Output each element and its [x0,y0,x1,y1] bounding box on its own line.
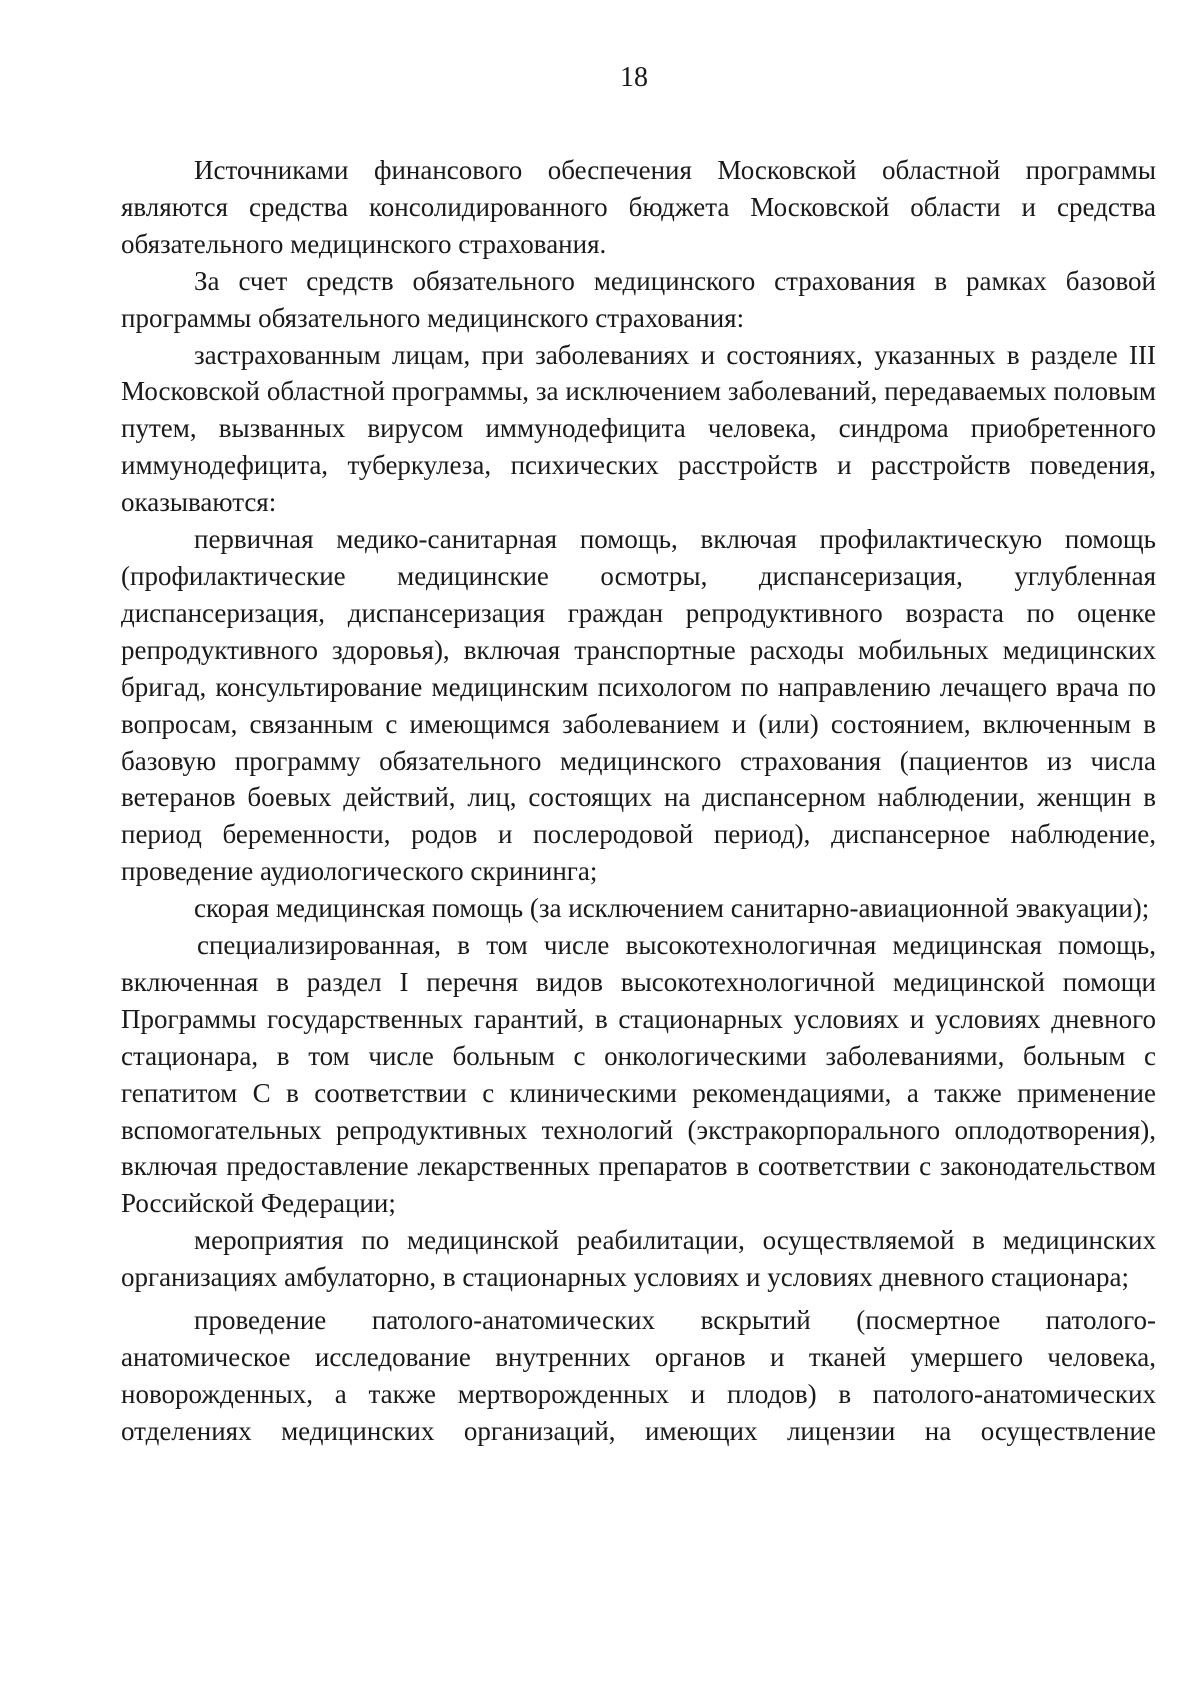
paragraph-funding-sources: Источниками финансового обеспечения Московской областной программы являются средства консолидированного бюджета Московской области и средства обязательного медицинского страхования. [121,155,1156,259]
paragraph-rehabilitation: мероприятия по медицинской реабилитации, осуществляемой в медицинских организациях амбулаторно, в стационарных условиях и условиях дневного стационара; [121,1225,1156,1293]
paragraph-insured-persons: застрахованным лицам, при заболеваниях и состояниях, указанных в разделе III Московской областной программы, за исключением заболеваний, передаваемых половым путем, вызванных вирусом иммунодефицита человека, синдрома приобретенного иммунодефицита, туберкулеза, психических расстройств и расстройств поведения, оказываются: [121,339,1156,518]
paragraph-autopsies: проведение патолого-анатомических вскрытий (посмертное патолого-анатомическое исследование внутренних органов и тканей умершего человека, новорожденных, а также мертворожденных и плодов) в патолого-анатомических отделениях медицинских организаций, имеющих лицензии на осуществление [121,1305,1156,1446]
page-number: 18 [620,62,648,93]
paragraph-primary-care: первичная медико-санитарная помощь, включая профилактическую помощь (профилактические медицинские осмотры, диспансеризация, углубленная диспансеризация, диспансеризация граждан репродуктивного возраста по оценке репродуктивного здоровья), включая транспортные расходы мобильных медицинских бригад, консультирование медицинским психологом по направлению лечащего врача по вопросам, связанным с имеющимся заболеванием и (или) состоянием, включенным в базовую программу обязательного медицинского страхования (пациентов из числа ветеранов боевых действий, лиц, состоящих на диспансерном наблюдении, женщин в период беременности, родов и послеродовой период), диспансерное наблюдение, проведение аудиологического скрининга; [121,524,1156,887]
paragraph-specialized-care: специализированная, в том числе высокотехнологичная медицинская помощь, включенная в раздел I перечня видов высокотехнологичной медицинской помощи Программы государственных гарантий, в стационарных условиях и условиях дневного стационара, в том числе больным с онкологическими заболеваниями, больным с гепатитом С в соответствии с клиническими рекомендациями, а также применение вспомогательных репродуктивных технологий (экстракорпорального оплодотворения), включая предоставление лекарственных препаратов в соответствии с законодательством Российской Федерации; [121,930,1156,1219]
paragraph-emergency-care: скорая медицинская помощь (за исключением санитарно-авиационной эвакуации); [194,893,1150,924]
paragraph-oms-funding: За счет средств обязательного медицинского страхования в рамках базовой программы обязательного медицинского страхования: [121,265,1156,333]
document-body [121,152,1156,1450]
